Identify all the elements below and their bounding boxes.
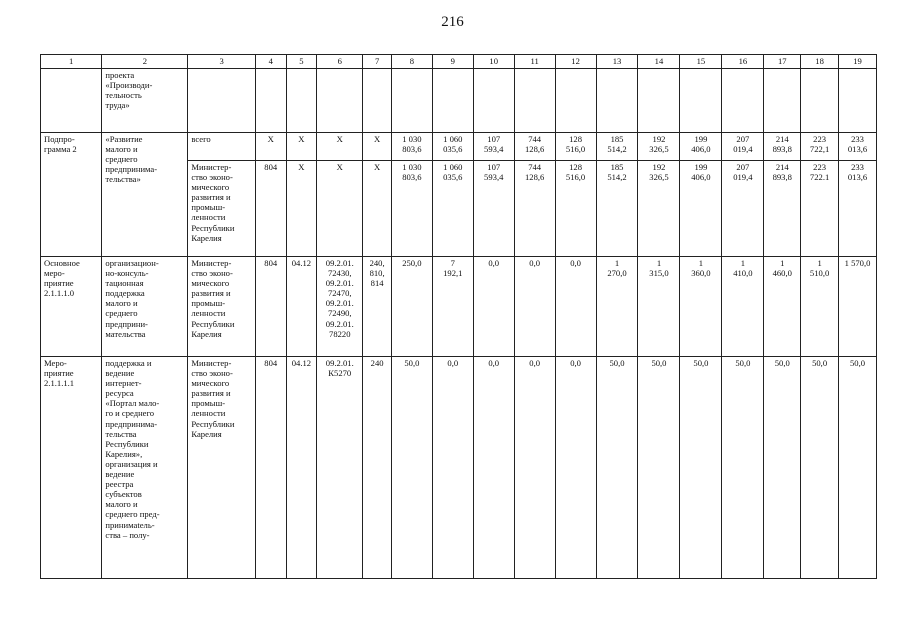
value-cell: 107 593,4 <box>473 133 514 161</box>
page-number: 216 <box>441 14 464 30</box>
column-number-row <box>41 55 877 69</box>
empty-cell <box>286 69 317 133</box>
column-number-cell: 5 <box>286 55 317 69</box>
column-number-cell: 10 <box>473 55 514 69</box>
column-number-cell: 4 <box>255 55 286 69</box>
value-cell: 0,0 <box>555 357 596 579</box>
name-cell: проекта «Производи- тельность труда» <box>102 69 188 133</box>
empty-cell <box>680 69 722 133</box>
status-cell: Подпро- грамма 2 <box>41 133 102 257</box>
value-cell: 50,0 <box>839 357 877 579</box>
column-number-cell: 15 <box>680 55 722 69</box>
value-cell: 214 893,8 <box>764 133 801 161</box>
value-cell: 50,0 <box>638 357 680 579</box>
value-cell: 0,0 <box>555 257 596 357</box>
value-cell: 1 460,0 <box>764 257 801 357</box>
csr-cell: 09.2.01. К5270 <box>317 357 363 579</box>
executor-cell: всего <box>188 133 256 161</box>
value-cell: 50,0 <box>596 357 638 579</box>
value-cell: 50,0 <box>722 357 764 579</box>
value-cell: 128 516,0 <box>555 161 596 257</box>
value-cell: 50,0 <box>391 357 432 579</box>
value-cell: 0,0 <box>473 357 514 579</box>
value-cell: 1 060 035,6 <box>432 161 473 257</box>
empty-cell <box>638 69 680 133</box>
value-cell: 223 722,1 <box>801 133 839 161</box>
executor-cell: Министер- ство эконо- мического развития и промыш- ленности Республики Карелия <box>188 161 256 257</box>
value-cell: 192 326,5 <box>638 133 680 161</box>
empty-cell <box>255 69 286 133</box>
value-cell: 1 570,0 <box>839 257 877 357</box>
value-cell: 233 013,6 <box>839 133 877 161</box>
name-cell: поддержка и ведение интернет- ресурса «Портал мало- го и среднего предпринима- тельства Республики Карелия», организация и ведение реестра субъектов малого и среднего пред- принимatель- ства – полу- <box>102 357 188 579</box>
value-cell: 250,0 <box>391 257 432 357</box>
empty-cell <box>317 69 363 133</box>
value-cell: 0,0 <box>514 357 555 579</box>
value-cell: 1 030 803,6 <box>391 161 432 257</box>
rzpr-cell: Х <box>286 161 317 257</box>
rzpr-cell: Х <box>286 133 317 161</box>
value-cell: 107 593,4 <box>473 161 514 257</box>
vr-cell: 240 <box>363 357 392 579</box>
column-number-cell: 3 <box>188 55 256 69</box>
empty-cell <box>555 69 596 133</box>
value-cell: 199 406,0 <box>680 133 722 161</box>
rzpr-cell: 04.12 <box>286 257 317 357</box>
value-cell: 1 510,0 <box>801 257 839 357</box>
column-number-cell: 1 <box>41 55 102 69</box>
vr-cell: 240, 810, 814 <box>363 257 392 357</box>
empty-cell <box>801 69 839 133</box>
name-cell: организацион- но-консуль- тационная поддержка малого и среднего предприни- мательства <box>102 257 188 357</box>
value-cell: 207 019,4 <box>722 133 764 161</box>
rzpr-cell: 04.12 <box>286 357 317 579</box>
column-number-cell: 19 <box>839 55 877 69</box>
value-cell: 0,0 <box>473 257 514 357</box>
status-cell: Основное меро- приятие 2.1.1.1.0 <box>41 257 102 357</box>
csr-cell: Х <box>317 161 363 257</box>
empty-cell <box>363 69 392 133</box>
name-cell: «Развитие малого и среднего предпринима- тельства» <box>102 133 188 257</box>
grbs-cell: 804 <box>255 257 286 357</box>
vr-cell: Х <box>363 161 392 257</box>
column-number-cell: 11 <box>514 55 555 69</box>
value-cell: 185 514,2 <box>596 133 638 161</box>
column-number-cell: 17 <box>764 55 801 69</box>
column-number-cell: 12 <box>555 55 596 69</box>
table-row <box>41 133 877 161</box>
empty-cell <box>764 69 801 133</box>
table-row <box>41 257 877 357</box>
column-number-cell: 16 <box>722 55 764 69</box>
value-cell: 1 270,0 <box>596 257 638 357</box>
value-cell: 50,0 <box>801 357 839 579</box>
column-number-cell: 9 <box>432 55 473 69</box>
empty-cell <box>596 69 638 133</box>
csr-cell: 09.2.01. 72430, 09.2.01. 72470, 09.2.01. 72490, 09.2.01. 78220 <box>317 257 363 357</box>
empty-cell <box>514 69 555 133</box>
value-cell: 1 030 803,6 <box>391 133 432 161</box>
column-number-cell: 18 <box>801 55 839 69</box>
column-number-cell: 7 <box>363 55 392 69</box>
column-number-cell: 6 <box>317 55 363 69</box>
status-cell: Меро- приятие 2.1.1.1.1 <box>41 357 102 579</box>
grbs-cell: 804 <box>255 161 286 257</box>
column-number-cell: 8 <box>391 55 432 69</box>
grbs-cell: 804 <box>255 357 286 579</box>
value-cell: 1 360,0 <box>680 257 722 357</box>
value-cell: 223 722.1 <box>801 161 839 257</box>
value-cell: 1 315,0 <box>638 257 680 357</box>
empty-cell <box>473 69 514 133</box>
value-cell: 128 516,0 <box>555 133 596 161</box>
value-cell: 744 128,6 <box>514 161 555 257</box>
empty-cell <box>432 69 473 133</box>
empty-cell <box>722 69 764 133</box>
value-cell: 199 406,0 <box>680 161 722 257</box>
value-cell: 1 060 035,6 <box>432 133 473 161</box>
value-cell: 744 128,6 <box>514 133 555 161</box>
value-cell: 207 019,4 <box>722 161 764 257</box>
empty-cell <box>41 69 102 133</box>
column-number-cell: 2 <box>102 55 188 69</box>
value-cell: 0,0 <box>432 357 473 579</box>
grbs-cell: Х <box>255 133 286 161</box>
csr-cell: Х <box>317 133 363 161</box>
empty-cell <box>188 69 256 133</box>
empty-cell <box>391 69 432 133</box>
value-cell: 214 893,8 <box>764 161 801 257</box>
executor-cell: Министер- ство эконо- мического развития и промыш- ленности Республики Карелия <box>188 257 256 357</box>
column-number-cell: 14 <box>638 55 680 69</box>
value-cell: 1 410,0 <box>722 257 764 357</box>
value-cell: 0,0 <box>514 257 555 357</box>
value-cell: 185 514,2 <box>596 161 638 257</box>
budget-table <box>40 54 877 579</box>
value-cell: 192 326,5 <box>638 161 680 257</box>
table-row <box>41 69 877 133</box>
vr-cell: Х <box>363 133 392 161</box>
value-cell: 7 192,1 <box>432 257 473 357</box>
value-cell: 50,0 <box>680 357 722 579</box>
value-cell: 233 013,6 <box>839 161 877 257</box>
table-row <box>41 357 877 579</box>
value-cell: 50,0 <box>764 357 801 579</box>
executor-cell: Министер- ство эконо- мического развития и промыш- ленности Республики Карелия <box>188 357 256 579</box>
empty-cell <box>839 69 877 133</box>
column-number-cell: 13 <box>596 55 638 69</box>
